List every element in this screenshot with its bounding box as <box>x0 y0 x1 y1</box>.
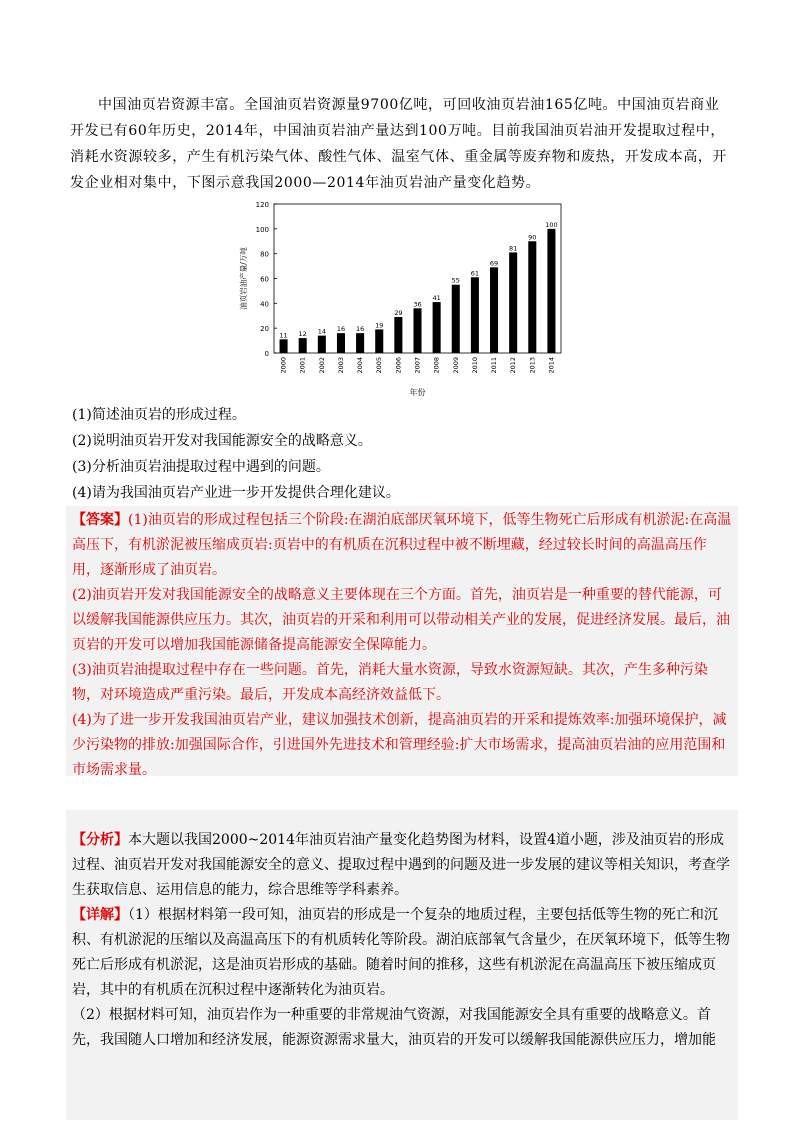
y-tick-label: 80 <box>260 250 269 259</box>
y-tick-label: 40 <box>260 300 269 309</box>
detail-1: （1）根据材料第一段可知，油页岩的形成是一个复杂的地质过程，主要包括低等生物的死亡和沉积、有机淤泥的压缩以及高温高压下的有机质转化等阶段。湖泊底部氧气含量少，在厌氧环境下，低等生物死亡后形成有机淤泥，这是油页岩形成的基础。随着时间的推移，这些有机淤泥在高温高压下被压缩成页岩，其中的有机质在沉积过程中逐渐转化为油页岩。 <box>72 907 730 998</box>
question-list <box>72 402 732 506</box>
detail-tag: 【详解】 <box>72 907 128 923</box>
bar <box>471 277 479 353</box>
bar <box>547 229 555 353</box>
bar-value-label: 29 <box>394 308 403 317</box>
bar <box>318 336 326 353</box>
production-bar-chart <box>226 196 576 401</box>
question-2: (2)说明油页岩开发对我国能源安全的战略意义。 <box>72 433 372 449</box>
analysis-text: 本大题以我国2000~2014年油页岩油产量变化趋势图为材料，设置4道小题，涉及油页岩的形成过程、油页岩开发对我国能源安全的意义、提取过程中遇到的问题及进一步发展的建议等相关知识，考查学生获取信息、运用信息的能力，综合思维等学科素养。 <box>72 832 730 898</box>
x-tick-label: 2011 <box>490 357 499 374</box>
analysis-section <box>72 828 734 1053</box>
answer-1: (1)油页岩的形成过程包括三个阶段:在湖泊底部厌氧环境下，低等生物死亡后形成有机淤泥:在高温高压下，有机淤泥被压缩成页岩:页岩中的有机质在沉积过程中被不断埋藏，经过较长时间的高温高压作用，逐渐形成了油页岩。 <box>72 512 732 578</box>
bar <box>433 302 441 353</box>
y-tick-label: 0 <box>264 350 269 358</box>
bar <box>509 252 517 353</box>
bar-value-label: 69 <box>489 259 499 268</box>
y-tick-label: 100 <box>255 225 269 234</box>
y-tick-label: 120 <box>255 201 269 209</box>
answer-4: (4)为了进一步开发我国油页岩产业，建议加强技术创新，提高油页岩的开采和提炼效率:加强环境保护，减少污染物的排放:加强国际合作，引进国外先进技术和管理经验:扩大市场需求，提高油页岩油的应用范围和市场需求量。 <box>72 712 727 778</box>
x-tick-label: 2005 <box>375 357 384 374</box>
y-tick-label: 60 <box>260 275 269 284</box>
bar <box>356 333 364 353</box>
answer-section <box>72 508 734 783</box>
x-tick-label: 2010 <box>470 357 479 374</box>
bar <box>413 308 421 353</box>
question-3: (3)分析油页岩油提取过程中遇到的问题。 <box>72 459 330 475</box>
answer-3: (3)油页岩油提取过程中存在一些问题。首先，消耗大量水资源，导致水资源短缺。其次，产生多种污染物，对环境造成严重污染。最后，开发成本高经济效益低下。 <box>72 662 708 703</box>
x-tick-label: 2006 <box>394 357 403 374</box>
y-tick-label: 20 <box>260 325 269 334</box>
bar <box>375 329 383 353</box>
x-tick-label: 2003 <box>336 357 345 374</box>
x-tick-label: 2013 <box>528 357 537 374</box>
bar <box>452 285 460 353</box>
bar <box>337 333 345 353</box>
x-axis-label: 年份 <box>409 388 426 397</box>
bar-value-label: 61 <box>470 269 480 278</box>
question-1: (1)简述油页岩的形成过程。 <box>72 407 246 423</box>
y-axis-label: 油页岩油产量/万吨 <box>239 247 248 310</box>
x-tick-label: 2001 <box>298 357 307 374</box>
x-tick-label: 2002 <box>317 357 326 374</box>
bar-value-label: 36 <box>413 300 422 309</box>
question-4: (4)请为我国油页岩产业进一步开发提供合理化建议。 <box>72 485 400 501</box>
bar <box>299 338 307 353</box>
x-tick-label: 2012 <box>509 357 518 374</box>
bar-value-label: 100 <box>545 220 558 229</box>
bar-value-label: 16 <box>336 325 346 334</box>
answer-2: (2)油页岩开发对我国能源安全的战略意义主要体现在三个方面。首先，油页岩是一种重要的替代能源，可以缓解我国能源供应压力。其次，油页岩的开采和利用可以带动相关产业的发展，促进经济发展。最后，油页岩的开发可以增加我国能源储备提高能源安全保障能力。 <box>72 587 730 653</box>
bar <box>280 339 288 353</box>
intro-paragraph: 中国油页岩资源丰富。全国油页岩资源量9700亿吨，可回收油页岩油165亿吨。中国油页岩商业开发已有60年历史，2014年，中国油页岩油产量达到100万吨。目前我国油页岩油开发提取过程中，消耗水资源较多，产生有机污染气体、酸性气体、温室气体、重金属等废弃物和废热，开发成本高，开发企业相对集中，下图示意我国2000—2014年油页岩油产量变化趋势。 <box>70 97 727 191</box>
bar-value-label: 11 <box>279 331 288 340</box>
bar-value-label: 81 <box>509 244 518 253</box>
x-tick-label: 2009 <box>451 357 460 374</box>
bar-value-label: 19 <box>375 321 384 330</box>
x-tick-label: 2004 <box>356 357 365 374</box>
bar-value-label: 12 <box>298 330 307 339</box>
bar-value-label: 16 <box>355 325 365 334</box>
bar <box>394 317 402 353</box>
bar <box>490 267 498 353</box>
x-tick-label: 2014 <box>547 357 556 374</box>
bar-value-label: 90 <box>528 233 537 242</box>
answer-tag: 【答案】 <box>72 512 128 528</box>
bar <box>528 241 536 353</box>
bar-value-label: 14 <box>317 327 326 336</box>
x-tick-label: 2007 <box>413 357 422 374</box>
bar-value-label: 55 <box>451 276 460 285</box>
x-tick-label: 2008 <box>432 357 441 374</box>
analysis-tag: 【分析】 <box>72 832 128 848</box>
detail-2: （2）根据材料可知，油页岩作为一种重要的非常规油气资源，对我国能源安全具有重要的战略意义。首先，我国随人口增加和经济发展，能源资源需求量大，油页岩的开发可以缓解我国能源供应压力，增加能 <box>72 1007 716 1048</box>
x-tick-label: 2000 <box>279 357 288 374</box>
bar-value-label: 41 <box>432 294 441 303</box>
